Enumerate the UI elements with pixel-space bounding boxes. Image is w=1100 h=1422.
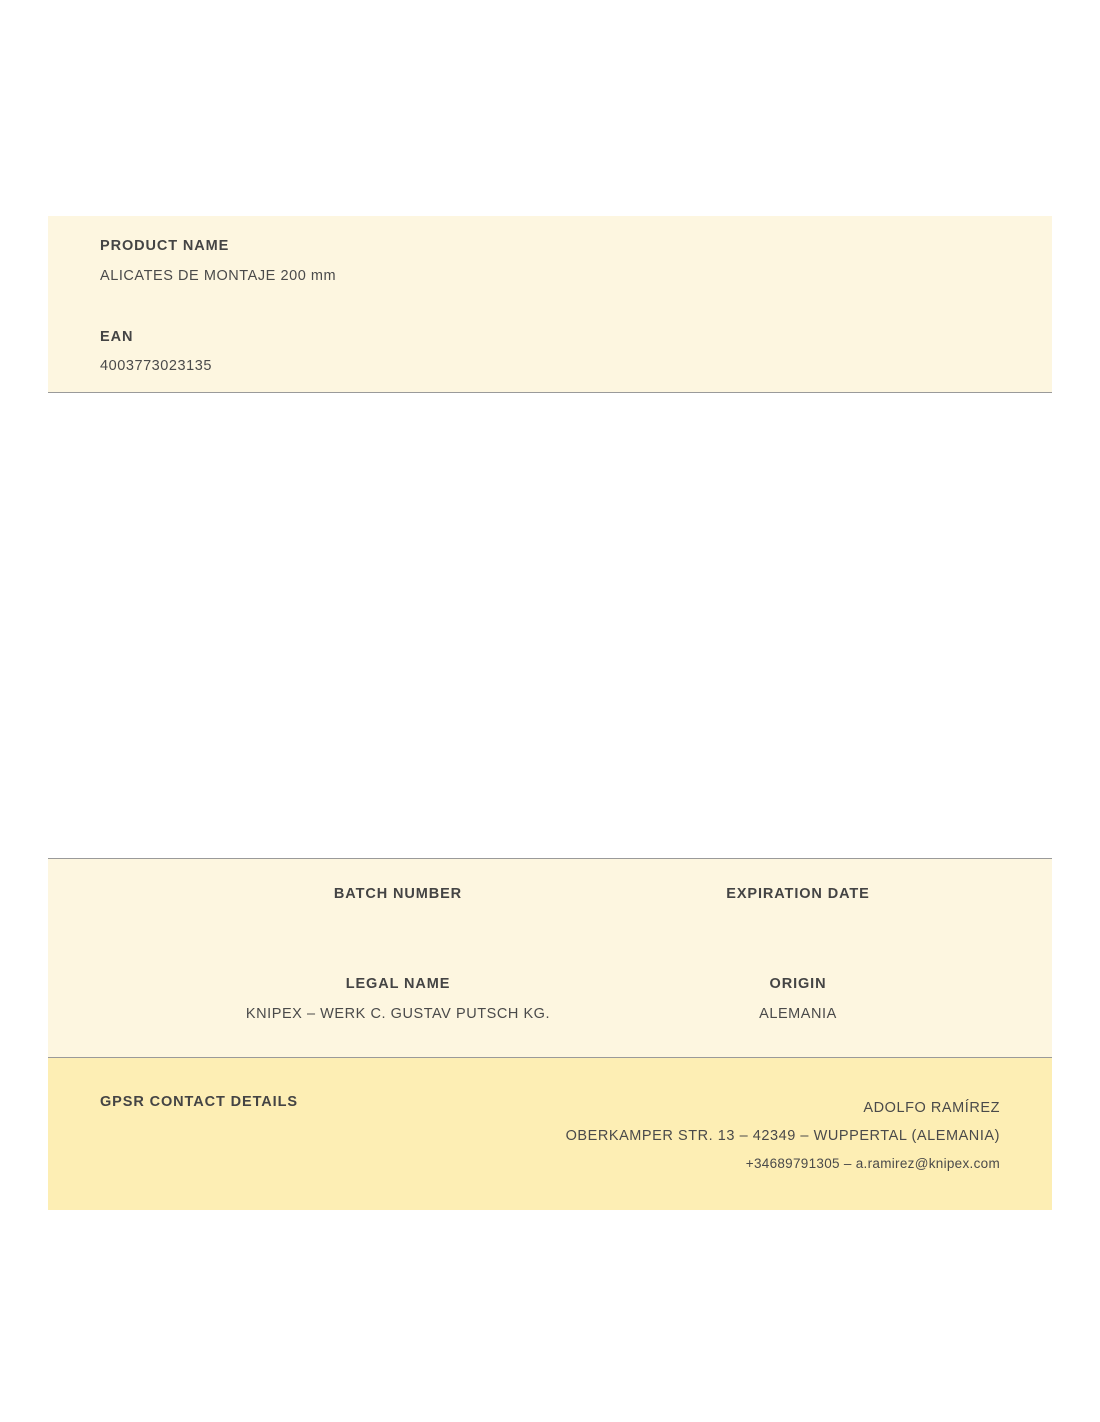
batch-legal-block bbox=[48, 858, 1052, 1058]
ean-label: EAN bbox=[100, 329, 134, 345]
gpsr-contact-details bbox=[566, 1094, 1000, 1178]
product-name-value: ALICATES DE MONTAJE 200 mm bbox=[100, 268, 337, 284]
origin-label: ORIGIN bbox=[769, 976, 827, 992]
product-info-block bbox=[48, 216, 1052, 393]
gpsr-contact-block bbox=[48, 1058, 1052, 1210]
batch-grid bbox=[48, 859, 1052, 1057]
gpsr-contact-phone-email: +34689791305 – a.ramirez@knipex.com bbox=[745, 1156, 1000, 1171]
blank-content-region bbox=[48, 393, 1052, 858]
expiration-date-label: EXPIRATION DATE bbox=[726, 886, 870, 902]
legal-name-value: KNIPEX – WERK C. GUSTAV PUTSCH KG. bbox=[245, 1006, 551, 1022]
batch-number-label: BATCH NUMBER bbox=[333, 886, 463, 902]
origin-value: ALEMANIA bbox=[759, 1006, 837, 1022]
legal-name-label: LEGAL NAME bbox=[345, 976, 451, 992]
gpsr-contact-label: GPSR CONTACT DETAILS bbox=[100, 1094, 298, 1110]
product-name-label: PRODUCT NAME bbox=[100, 238, 230, 254]
gpsr-contact-name: ADOLFO RAMÍREZ bbox=[863, 1100, 1000, 1116]
gpsr-contact-address: OBERKAMPER STR. 13 – 42349 – WUPPERTAL (ALEMANIA) bbox=[565, 1128, 1000, 1144]
ean-value: 4003773023135 bbox=[100, 358, 212, 374]
